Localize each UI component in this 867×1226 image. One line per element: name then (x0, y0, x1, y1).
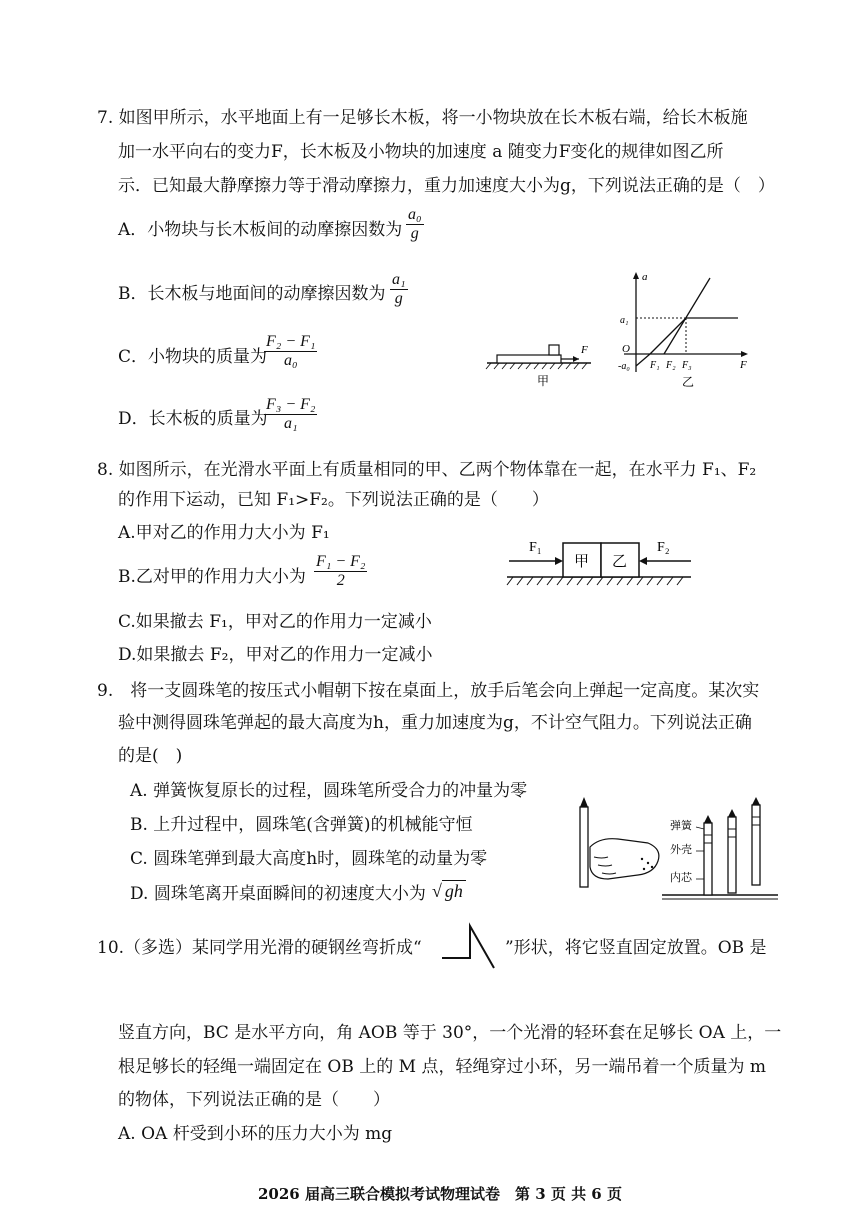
q7-option-a-fraction (406, 206, 424, 243)
q9-label-spring: 弹簧 (670, 820, 692, 832)
q7-option-d-fraction (264, 396, 317, 433)
q7-yi-caption: 乙 (682, 375, 695, 389)
q9-label-shell: 外壳 (670, 844, 692, 856)
q7-jia-force-label: F (581, 344, 588, 356)
q7-yi-neg-a0-label: -a₀ (618, 361, 630, 372)
q9-stem-line1: 9. 将一支圆珠笔的按压式小帽朝下按在桌面上，放手后笔会向上弹起一定高度。某次实 (97, 681, 760, 701)
q7-d-numerator: F₃ − F₂ (266, 396, 316, 413)
q8-block-jia: 甲 (574, 554, 590, 570)
q8-stem-line1: 8. 如图所示，在光滑水平面上有质量相同的甲、乙两个物体靠在一起，在水平力 F₁、F₂ (97, 460, 757, 480)
q7-yi-f2: F₂ (666, 360, 676, 371)
q7-yi-y-label: a (642, 271, 648, 283)
q9-option-d: D. 圆珠笔离开桌面瞬间的初速度大小为 (130, 884, 426, 904)
q10-stem-line2: 竖直方向，BC 是水平方向，角 AOB 等于 30°，一个光滑的轻环套在足够长 OA 上，一 (118, 1023, 782, 1043)
q7-option-c-fraction (264, 333, 317, 370)
q7-a-denominator: g (410, 225, 419, 242)
q10-stem-line3: 根足够长的轻绳一端固定在 OB 上的 M 点，轻绳穿过小环，另一端吊着一个质量为 m (118, 1057, 766, 1077)
q9-label-core: 内芯 (670, 872, 692, 884)
q9-option-b: B. 上升过程中，圆珠笔(含弹簧)的机械能守恒 (130, 815, 473, 835)
q8-b-denominator: 2 (336, 572, 345, 589)
q7-stem-line3: 示．已知最大静摩擦力等于滑动摩擦力，重力加速度大小为g，下列说法正确的是（ ） (118, 176, 775, 196)
q8-option-b: B.乙对甲的作用力大小为 (118, 567, 306, 587)
q9-stem-line2: 验中测得圆珠笔弹起的最大高度为h，重力加速度为g，不计空气阻力。下列说法正确 (118, 713, 752, 733)
q9-option-c: C. 圆珠笔弹到最大高度h时，圆珠笔的动量为零 (130, 849, 488, 869)
q7-a-numerator: a₀ (408, 206, 422, 223)
q7-option-d: D．长木板的质量为 (118, 409, 268, 429)
q7-figure-jia (485, 335, 595, 390)
q7-option-a: A．小物块与长木板间的动摩擦因数为 (118, 220, 403, 240)
q7-b-denominator: g (394, 290, 403, 307)
q10-stem-line1b: ”形状，将它竖直固定放置。OB 是 (505, 938, 767, 958)
q7-option-c: C．小物块的质量为 (118, 347, 268, 367)
q7-yi-f1: F₁ (650, 360, 660, 371)
q7-option-b: B．长木板与地面间的动摩擦因数为 (118, 284, 386, 304)
q8-option-d: D.如果撤去 F₂，甲对乙的作用力一定减小 (118, 645, 433, 665)
q8-label-f1: F₁ (529, 540, 542, 555)
q7-yi-a1-label: a₁ (620, 315, 629, 326)
q7-yi-f3: F₃ (682, 360, 692, 371)
q10-stem-line4: 的物体，下列说法正确的是（ ） (118, 1090, 390, 1110)
q10-stem-line1a: 10.（多选）某同学用光滑的硬钢丝弯折成“ (97, 938, 422, 958)
q7-yi-origin: O (622, 343, 630, 355)
q7-jia-caption: 甲 (537, 374, 550, 388)
q7-yi-x-label: F (740, 359, 747, 371)
q8-figure (505, 535, 695, 595)
q8-label-f2: F₂ (657, 540, 670, 555)
q10-option-a: A. OA 杆受到小环的压力大小为 mg (118, 1124, 393, 1144)
q9-radicand: gh (442, 880, 466, 902)
q7-c-numerator: F₂ − F₁ (266, 333, 316, 350)
q7-c-denominator: a₀ (283, 352, 298, 369)
q8-option-a: A.甲对乙的作用力大小为 F₁ (118, 523, 330, 543)
q10-wire-shape (440, 922, 500, 972)
q8-stem-line2: 的作用下运动，已知 F₁>F₂。下列说法正确的是（ ） (118, 490, 549, 510)
q9-option-d-radical: √ gh (432, 880, 466, 902)
q7-option-b-fraction (390, 271, 408, 308)
q8-option-c: C.如果撤去 F₁，甲对乙的作用力一定减小 (118, 612, 432, 632)
q7-stem-line2: 加一水平向右的变力F，长木板及小物块的加速度 a 随变力F变化的规律如图乙所 (118, 142, 724, 162)
q8-b-numerator: F₁ − F₂ (316, 553, 366, 570)
q8-option-b-fraction (314, 553, 367, 590)
q7-b-numerator: a₁ (392, 271, 406, 288)
q7-figure-yi (610, 268, 758, 390)
q7-stem-line1: 7. 如图甲所示，水平地面上有一足够长木板，将一小物块放在长木板右端，给长木板施 (97, 108, 748, 128)
page-footer: 2026 届高三联合模拟考试物理试卷 第 3 页 共 6 页 (258, 1185, 622, 1203)
q9-stem-line3: 的是( ) (118, 746, 183, 766)
q9-option-a: A. 弹簧恢复原长的过程，圆珠笔所受合力的冲量为零 (130, 781, 528, 801)
q8-block-yi: 乙 (612, 554, 628, 570)
q9-figure-pen (572, 795, 782, 905)
q7-d-denominator: a₁ (283, 415, 298, 432)
